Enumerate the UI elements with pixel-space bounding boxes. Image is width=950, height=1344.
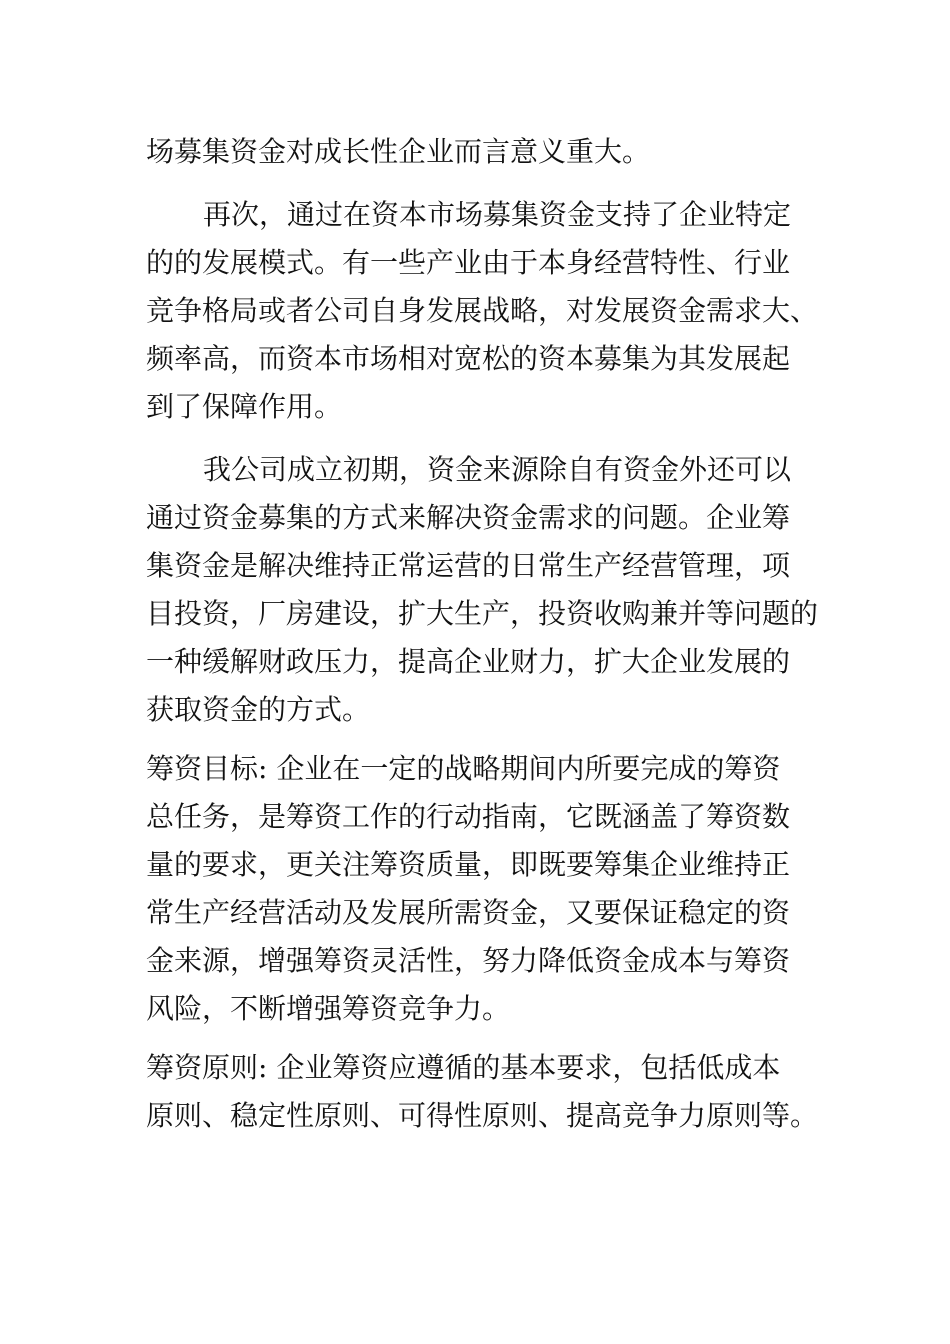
paragraph-financing-goal bbox=[146, 745, 816, 1033]
paragraph-line: 通过资金募集的方式来解决资金需求的问题。企业筹 bbox=[146, 501, 791, 534]
paragraph-line: 一种缓解财政压力，提高企业财力，扩大企业发展的 bbox=[146, 645, 791, 678]
paragraph-growth-significance bbox=[146, 128, 816, 176]
paragraph-line: 金来源，增强筹资灵活性，努力降低资金成本与筹资 bbox=[146, 944, 791, 977]
paragraph-line: 目投资，厂房建设，扩大生产，投资收购兼并等问题的 bbox=[146, 597, 819, 630]
paragraph-line: 竞争格局或者公司自身发展战略，对发展资金需求大、 bbox=[146, 294, 819, 327]
paragraph-line: 筹资原则: 企业筹资应遵循的基本要求，包括低成本 bbox=[146, 1051, 781, 1084]
paragraph-line: 的的发展模式。有一些产业由于本身经营特性、行业 bbox=[146, 246, 791, 279]
paragraph-development-model bbox=[146, 191, 819, 431]
paragraph-line: 频率高，而资本市场相对宽松的资本募集为其发展起 bbox=[146, 342, 791, 375]
paragraph-line: 风险，不断增强筹资竞争力。 bbox=[146, 992, 511, 1025]
paragraph-line: 我公司成立初期，资金来源除自有资金外还可以 bbox=[203, 453, 792, 486]
paragraph-line: 常生产经营活动及发展所需资金，又要保证稳定的资 bbox=[146, 896, 791, 929]
paragraph-line: 再次，通过在资本市场募集资金支持了企业特定 bbox=[203, 198, 792, 231]
paragraph-line: 集资金是解决维持正常运营的日常生产经营管理，项 bbox=[146, 549, 791, 582]
paragraph-line: 原则、稳定性原则、可得性原则、提高竞争力原则等。 bbox=[146, 1099, 819, 1132]
paragraph-financing-principles bbox=[146, 1044, 819, 1140]
paragraph-line: 总任务，是筹资工作的行动指南，它既涵盖了筹资数 bbox=[146, 800, 791, 833]
paragraph-line: 筹资目标: 企业在一定的战略期间内所要完成的筹资 bbox=[146, 752, 781, 785]
paragraph-line: 到了保障作用。 bbox=[146, 390, 343, 423]
paragraph-line: 获取资金的方式。 bbox=[146, 693, 371, 726]
document-body bbox=[146, 128, 819, 1140]
paragraph-company-funding bbox=[146, 446, 819, 734]
paragraph-line: 量的要求，更关注筹资质量，即既要筹集企业维持正 bbox=[146, 848, 791, 881]
paragraph-line: 场募集资金对成长性企业而言意义重大。 bbox=[146, 135, 651, 168]
